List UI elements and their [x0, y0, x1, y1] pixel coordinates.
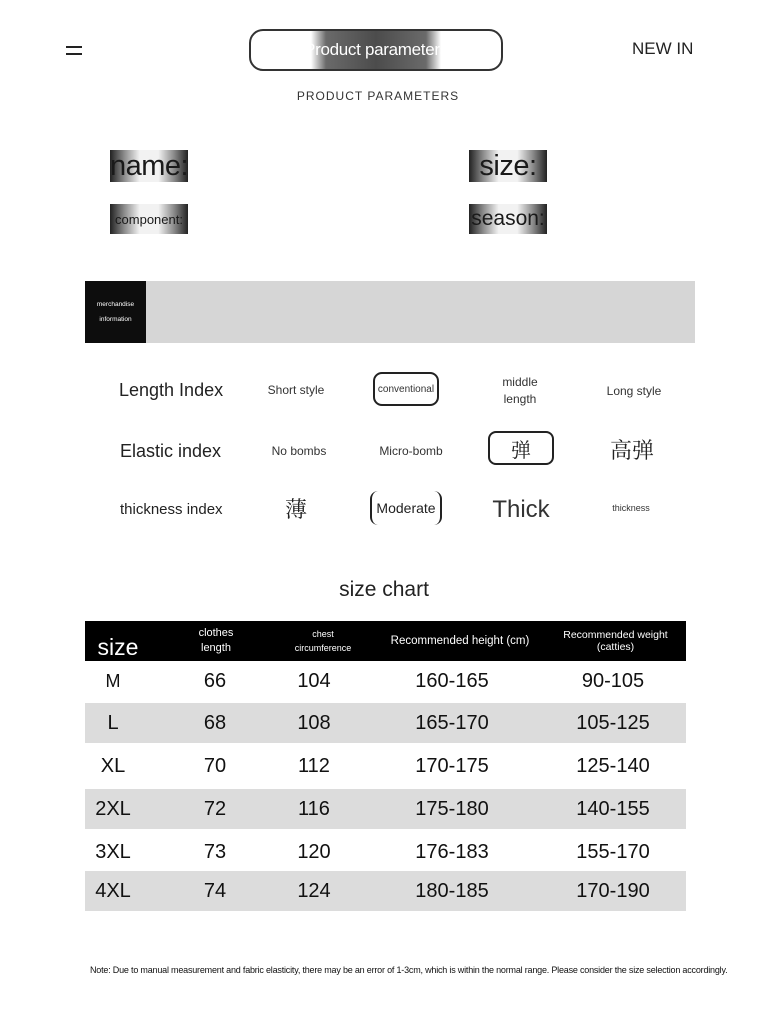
merchandise-information-label	[85, 281, 146, 343]
table-row	[85, 789, 686, 829]
cell-height: 180-185	[415, 879, 489, 902]
elastic-option-micro-bomb: Micro-bomb	[379, 444, 443, 458]
page-subtitle: PRODUCT PARAMETERS	[296, 89, 460, 103]
header-clothes-length: clothes length	[198, 627, 234, 654]
thickness-option-moderate: Moderate	[376, 500, 436, 516]
cell-weight: 125-140	[576, 754, 650, 777]
cell-chest: 108	[297, 711, 331, 734]
size-chart-title: size chart	[339, 578, 429, 601]
cell-size: 4XL	[95, 879, 131, 902]
measurement-note: Note: Due to manual measurement and fabric elasticity, there may be an error of 1-3cm, which is within the normal range. Please consider the size selection accordingly.	[90, 965, 728, 975]
elastic-option-no-bombs: No bombs	[271, 444, 327, 458]
cell-weight: 170-190	[576, 879, 650, 902]
cell-chest: 104	[297, 669, 331, 692]
band-line-2: information	[99, 316, 132, 323]
cell-size: 2XL	[95, 797, 131, 820]
table-row	[85, 703, 686, 743]
elastic-option-elastic: 弹	[511, 439, 531, 462]
cell-size: XL	[100, 754, 126, 777]
merchandise-information-band	[85, 281, 695, 343]
length-option-long: Long style	[606, 384, 662, 398]
cell-size: M	[105, 670, 121, 691]
thickness-index-label: thickness index	[120, 501, 223, 518]
cell-chest: 120	[297, 840, 331, 863]
cell-chest: 124	[297, 879, 331, 902]
table-row	[85, 661, 686, 701]
season-label: season:	[471, 207, 545, 230]
cell-clothes-length: 68	[203, 711, 227, 734]
elastic-option-high-elastic: 高弹	[609, 438, 654, 463]
header-recommended-weight: Recommended weight (catties)	[563, 629, 668, 653]
length-option-conventional: conventional	[377, 383, 435, 395]
cell-weight: 140-155	[576, 797, 650, 820]
band-line-1: merchandise	[96, 301, 135, 308]
header-chest-circumference: chest circumference	[294, 629, 352, 653]
cell-height: 175-180	[415, 797, 489, 820]
length-option-short: Short style	[267, 383, 325, 397]
cell-height: 170-175	[415, 754, 489, 777]
cell-clothes-length: 72	[203, 797, 227, 820]
cell-clothes-length: 70	[203, 754, 227, 777]
hamburger-menu-icon[interactable]	[66, 45, 82, 57]
table-row	[85, 832, 686, 872]
size-chart-header-row	[85, 621, 686, 661]
elastic-option-selected-box	[488, 431, 554, 465]
season-tag	[469, 204, 547, 234]
length-index-label: Length Index	[119, 380, 224, 400]
cell-clothes-length: 66	[203, 669, 227, 692]
header-size: size	[97, 634, 139, 660]
cell-height: 176-183	[415, 840, 489, 863]
cell-size: L	[107, 711, 119, 734]
cell-height: 160-165	[415, 669, 489, 692]
elastic-index-label: Elastic index	[120, 441, 222, 461]
component-tag	[110, 204, 188, 234]
cell-chest: 116	[298, 797, 330, 820]
cell-size: 3XL	[95, 840, 131, 863]
cell-clothes-length: 73	[203, 840, 227, 863]
component-label: component:	[115, 211, 183, 227]
cell-weight: 90-105	[581, 669, 645, 692]
new-in-link[interactable]: NEW IN	[632, 39, 694, 58]
table-row	[85, 746, 686, 786]
thickness-option-thin: 薄	[284, 497, 307, 522]
thickness-option-thickness: thickness	[612, 503, 650, 513]
header-recommended-height: Recommended height (cm)	[390, 635, 530, 647]
name-label: name:	[109, 149, 189, 182]
product-parameters-title-banner	[249, 29, 503, 71]
cell-clothes-length: 74	[203, 879, 227, 902]
length-option-middle: middle length	[502, 375, 538, 406]
table-row	[85, 871, 686, 911]
cell-weight: 105-125	[576, 711, 650, 734]
thickness-option-selected-box	[370, 491, 442, 525]
cell-height: 165-170	[415, 711, 489, 734]
cell-weight: 155-170	[576, 840, 650, 863]
page-title: Product parameters	[304, 40, 448, 59]
thickness-option-thick: Thick	[492, 496, 550, 523]
length-option-conventional-selected	[373, 372, 439, 406]
name-tag	[110, 150, 188, 182]
cell-chest: 112	[298, 754, 330, 777]
size-tag	[469, 150, 547, 182]
size-label: size:	[479, 149, 537, 182]
